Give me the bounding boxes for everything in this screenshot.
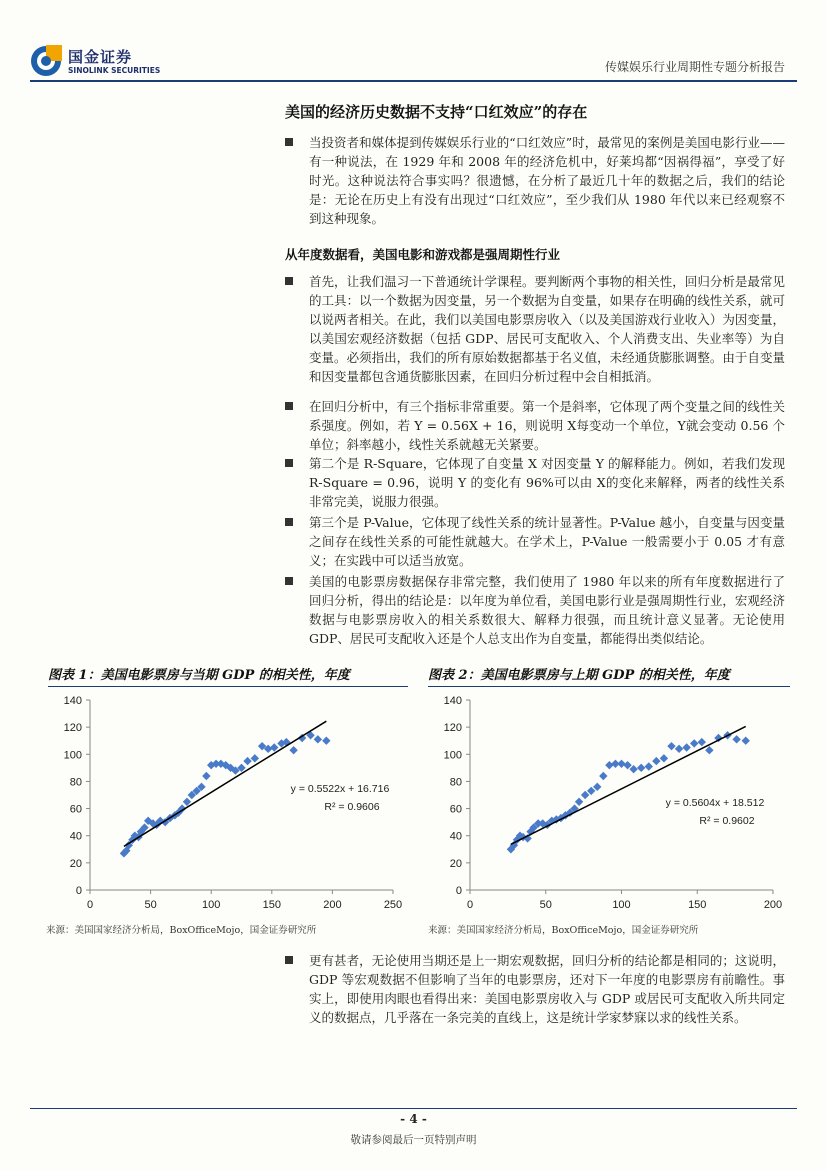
bullet-icon [285,518,293,526]
paragraph-slope: 在回归分析中，有三个指标非常重要。第一个是斜率，它体现了两个变量之间的线性关系强度。例如，若 Y = 0.56X + 16，则说明 X每变动一个单位，Y就会变动 0.56 个单位；斜率越小，线性关系就越无关紧要。 [285,397,785,454]
footer-disclaimer: 敬请参阅最后一页特别声明 [350,1134,477,1146]
data-point [587,787,595,795]
bullet-icon [285,459,293,467]
data-point [698,738,706,746]
figure1-scatter-chart [45,688,410,920]
figure1-title: 图表 1：美国电影票房与当期 GDP 的相关性，年度 [48,664,408,687]
equation-label: y = 0.5604x + 18.512 [665,797,765,809]
figure2-scatter-chart [425,688,790,920]
data-point [251,754,259,762]
paragraph-r-square: 第二个是 R-Square，它体现了自变量 X 对因变量 Y 的解释能力。例如，若我们发现 R-Square = 0.96，说明 Y 的变化有 96%可以由 X的变化来解释，两者的线性关系非常完美，说服力很强。 [285,454,785,511]
equation-label: y = 0.5522x + 16.716 [290,783,390,795]
x-tick-label: 200 [763,899,783,911]
r-squared-label: R² = 0.9602 [699,815,755,827]
paragraph-regression-intro: 首先，让我们温习一下普通统计学课程。要判断两个事物的相关性，回归分析是最常见的工具：以一个数据为因变量，另一个数据为自变量，如果存在明确的线性关系，就可以说两者相关。在此，我们以美国电影票房收入（以及美国游戏行业收入）为因变量，以美国宏观经济数据（包括 GDP、居民可支配收入、个人消费支出、失业率等）为自变量。必须指出，我们的所有原始数据都基于名义值，未经通货膨胀调整。由于自变量和因变量都包含通货膨胀因素，在回归分析过程中会自相抵消。 [285,272,785,386]
y-tick-label: 80 [69,776,82,789]
y-tick-label: 0 [455,885,462,897]
y-tick-label: 100 [63,749,82,762]
paragraph-box-office: 美国的电影票房数据保存非常完整，我们使用了 1980 年以来的所有年度数据进行了回归分析，得出的结论是：以年度为单位看，美国电影行业是强周期性行业，宏观经济数据与电影票房收入的相关系数很大、解释力很强，而且统计意义显著。无论使用 GDP、居民可支配收入还是个人总支出作为自变量，都能得出类似结论。 [285,572,785,648]
data-point [637,764,645,772]
data-point [605,761,613,769]
intro-paragraph: 当投资者和媒体提到传媒娱乐行业的“口红效应”时，最常见的案例是美国电影行业——有一种说法，在 1929 年和 2008 年的经济危机中，好莱坞都“因祸得福”，享受了好时光。这种说法符合事实吗？很遗憾，在分析了最近几十年的数据之后，我们的结论是：无论在历史上有没有出现过“口红效应”，至少我们从 1980 年代以来已经观察不到这种现象。 [285,133,785,228]
data-point [593,783,601,791]
x-tick-label: 250 [383,899,403,911]
bullet-icon [285,277,293,285]
x-tick-label: 50 [539,899,552,911]
bullet-icon [285,402,293,410]
y-tick-label: 40 [449,830,462,843]
figure2-title: 图表 2：美国电影票房与上期 GDP 的相关性，年度 [428,664,790,687]
x-tick-label: 50 [144,899,157,911]
y-tick-label: 20 [69,857,82,870]
bullet-icon [285,577,293,585]
figure2-source: 来源：美国国家经济分析局，BoxOfficeMojo，国金证券研究所 [428,925,699,936]
y-tick-label: 60 [69,803,82,816]
x-tick-label: 0 [466,899,474,911]
y-tick-label: 20 [449,857,462,870]
y-tick-label: 40 [69,830,82,843]
x-tick-label: 150 [688,899,707,911]
y-tick-label: 140 [443,695,462,707]
y-tick-label: 120 [63,722,82,735]
x-tick-label: 150 [262,899,281,911]
footer-divider [30,1108,797,1109]
report-title: 传媒娱乐行业周期性专题分析报告 [604,60,785,74]
x-tick-label: 200 [323,899,342,911]
x-tick-label: 0 [86,899,94,911]
y-tick-label: 60 [449,803,462,816]
y-tick-label: 100 [443,749,462,762]
y-tick-label: 140 [63,695,82,707]
sub-title: 从年度数据看，美国电影和游戏都是强周期性行业 [285,247,561,262]
logo-english-name: SINOLINK SECURITIES [68,66,161,75]
data-point [243,757,251,765]
closing-paragraph: 更有甚者，无论使用当期还是上一期宏观数据，回归分析的结论都是相同的；这说明，GDP 等宏观数据不但影响了当年的电影票房，还对下一年度的电影票房有前瞻性。事实上，即使用肉眼也看得出来：美国电影票房收入与 GDP 或居民可支配收入所共同定义的数据点，几乎落在一条完美的直线上，这是统计学家梦寐以求的线性关系。 [285,951,785,1027]
y-tick-label: 120 [443,722,462,735]
data-point [705,746,713,754]
figure1-source: 来源：美国国家经济分析局，BoxOfficeMojo，国金证券研究所 [46,925,317,936]
data-point [322,737,330,745]
y-tick-label: 0 [75,885,82,897]
data-point [270,743,278,751]
page-header [30,40,797,80]
data-point [629,765,637,773]
data-point [617,760,625,768]
data-point [732,735,740,743]
bullet-icon [285,956,293,964]
data-point [645,762,653,770]
y-tick-label: 80 [449,776,462,789]
data-point [623,761,631,769]
data-point [652,757,660,765]
data-point [675,745,683,753]
header-divider [30,80,797,82]
data-point [742,737,750,745]
bullet-icon [285,138,293,146]
x-tick-label: 100 [612,899,631,911]
logo-chinese-name: 国金证券 [68,48,133,66]
section-title: 美国的经济历史数据不支持“口红效应”的存在 [285,103,588,121]
data-point [682,743,690,751]
data-point [202,772,210,780]
r-squared-label: R² = 0.9606 [324,801,380,813]
x-tick-label: 100 [202,899,221,911]
page-number: - 4 - [400,1112,427,1126]
data-point [667,742,675,750]
data-point [599,772,607,780]
data-point [314,735,322,743]
paragraph-p-value: 第三个是 P-Value，它体现了线性关系的统计显著性。P-Value 越小，自变量与因变量之间存在线性关系的可能性就越大。在学术上，P-Value 一般需要小于 0.05 才有意义；在实践中可以适当放宽。 [285,513,785,570]
data-point [289,746,297,754]
data-point [575,798,583,806]
data-point [690,739,698,747]
data-point [660,754,668,762]
sinolink-logo-icon [30,45,62,77]
data-point [581,791,589,799]
